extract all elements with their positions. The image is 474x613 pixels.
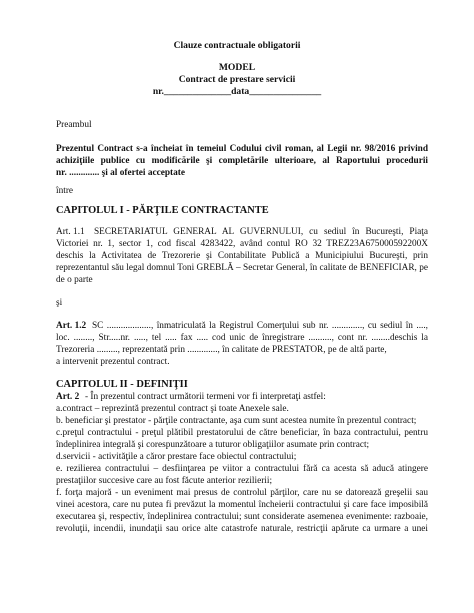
art-1-2-line: SC ..................., înmatriculată la Registrul Comerţului sub nr. ............., cu sediul în ...., xyxy=(92,321,428,331)
contract-number-line: nr.______________data_______________ xyxy=(152,86,322,97)
preamble-line: nr. ............. şi al ofertei acceptate xyxy=(56,168,186,178)
definition-line: revoluţii, incendii, inundaţii sau orice alte catastrofe naturale, restricţii apărute ca urmare a unei xyxy=(56,524,428,534)
definition-line: f. forţa majoră - un eveniment mai presus de controlul părţilor, care nu se datorează greşelii sau xyxy=(56,488,428,498)
art-1-1-label: Art. 1.1 xyxy=(56,227,85,237)
and-label: şi xyxy=(56,298,63,308)
document-title: Clauze contractuale obligatorii xyxy=(173,40,301,51)
art-1-2-line: loc. ........, Str.....nr. ....., tel ..... fax ..... cod unic de înregistrare .........., cont nr. ........deschis la xyxy=(56,333,428,343)
definition-line: b. beneficiar şi prestator - părţile contractante, aşa cum sunt acestea numite în prezentul contract; xyxy=(56,416,417,426)
art-1-1-line: Victoriei nr. 1, sector 1, cod fiscal 4283422, având contul RO 32 TREZ23A675000592200X xyxy=(56,239,428,249)
art-2-label: Art. 2 xyxy=(56,392,80,402)
definition-line: d.servicii - activităţile a căror prestare face obiectul contractului; xyxy=(56,452,297,462)
art-2-line: - În prezentul contract următorii termeni vor fi interpretaţi astfel: xyxy=(85,392,326,402)
model-label: MODEL xyxy=(218,62,256,73)
definition-line: c.preţul contractului - preţul plătibil prestatorului de către beneficiar, în baza contractului, pentru xyxy=(56,428,428,438)
definition-line: executarea şi, respectiv, îndeplinirea contractului; sunt considerate asemenea evenimente: razboaie, xyxy=(56,512,428,522)
contract-title: Contract de prestare servicii xyxy=(178,74,296,85)
definition-line: vinei acestora, care nu putea fi prevăzut la momentul încheierii contractului şi care face imposibilă xyxy=(56,500,428,510)
definition-line: îndeplinirea integrală şi corespunzătoare a tuturor obligaţiilor asumate prin contract; xyxy=(56,440,370,450)
art-1-2-line: Trezoreria ........., reprezentată prin ............., în calitate de PRESTATOR, pe de altă parte, xyxy=(56,345,387,355)
chapter-1-heading: CAPITOLUL I - PĂRŢILE CONTRACTANTE xyxy=(56,205,269,216)
between-label: între xyxy=(56,186,74,196)
art-1-2-line: a intervenit prezentul contract. xyxy=(56,357,170,367)
definition-line: a.contract – reprezintă prezentul contract şi toate Anexele sale. xyxy=(56,404,289,414)
art-1-1-line: deschis la Activitatea de Trezorerie şi Contabilitate Publică a Municipiului Bucureşti, prin xyxy=(56,251,428,261)
art-1-1-line: SECRETARIATUL GENERAL AL GUVERNULUI, cu sediul în Bucureşti, Piaţa xyxy=(94,227,428,237)
art-1-2-label: Art. 1.2 xyxy=(56,321,87,331)
art-1-1-line: de o parte xyxy=(56,275,93,285)
preamble-line: Prezentul Contract s-a încheiat în temeiul Codului civil roman, al Legii nr. 98/2016 privind xyxy=(56,144,428,154)
preamble-label: Preambul xyxy=(56,120,92,130)
art-1-1-line: reprezentantul său legal domnul Toni GREBLĂ – Secretar General, în calitate de BENEFICIAR, pe xyxy=(56,263,428,273)
chapter-2-heading: CAPITOLUL II - DEFINIŢII xyxy=(56,379,188,390)
preamble-line: achiziţiile publice cu modificările şi completările ulterioare, al Raportului procedurii xyxy=(56,156,428,166)
definition-line: prestaţiilor succesive care au fost făcute anterior rezilierii; xyxy=(56,476,273,486)
definition-line: e. rezilierea contractului – desfiinţarea pe viitor a contractului fără ca acesta să aducă atingere xyxy=(56,464,428,474)
